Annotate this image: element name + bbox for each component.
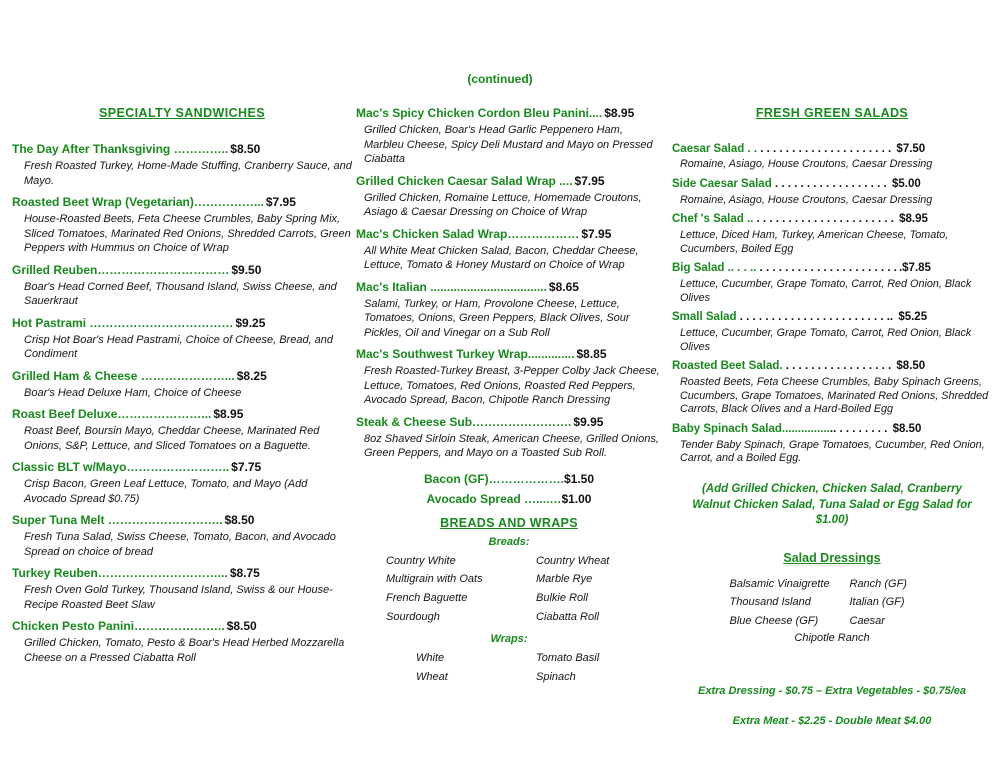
item-description: Roasted Beets, Feta Cheese Crumbles, Baby Spinach Greens, Cucumbers, Grape Tomatoes, Marinated Red Onions, Shredded Carrots, Black Olives and a Hard-Boiled Egg	[680, 375, 989, 416]
item-header	[12, 195, 352, 210]
item-description: Grilled Chicken, Romaine Lettuce, Homemade Croutons, Asiago & Caesar Dressing on Choice of Wrap	[364, 191, 642, 219]
wraps-list	[356, 649, 662, 687]
dot-leader: . . . . . . . . . . . . . . . . . . . . . .	[756, 262, 897, 275]
dressing-option: Thousand Island	[729, 596, 811, 609]
item-header	[672, 212, 992, 226]
item-description: House-Roasted Beets, Feta Cheese Crumbles, Baby Spring Mix, Sliced Tomatoes, Marinated Red Onions, Shredded Carrots, Green Peppers with Hummus on Choice of Wrap	[24, 213, 351, 255]
item-name: Side Caesar Salad	[672, 178, 772, 191]
wraps-column-2	[536, 649, 662, 687]
breads-column-1	[386, 552, 536, 628]
wrap-option: Spinach	[536, 671, 576, 684]
item-price: $7.95	[574, 173, 605, 188]
item-price: $7.75	[231, 460, 262, 475]
fresh-green-salads-column	[672, 106, 992, 728]
dot-leader: .. . . . . . . . .	[829, 423, 888, 436]
item-description: Romaine, Asiago, House Croutons, Caesar Dressing	[680, 158, 933, 171]
item-name: Grilled Reuben……………………………	[12, 262, 230, 277]
item-header	[672, 177, 992, 191]
item-name: Super Tuna Melt ………………………..	[12, 513, 223, 528]
item-name: Roasted Beet Wrap (Vegetarian)……………...	[12, 195, 264, 210]
item-name: Roasted Beet Salad.	[672, 360, 783, 373]
item-description: Tender Baby Spinach, Grape Tomatoes, Cucumber, Red Onion, Carrot, and a Boiled Egg.	[680, 438, 985, 465]
item-header	[356, 174, 662, 189]
wrap-option: Wheat	[416, 671, 448, 684]
item-description: Lettuce, Cucumber, Grape Tomato, Carrot, Red Onion, Black Olives	[680, 277, 972, 304]
item-header	[356, 415, 662, 430]
extras-list	[356, 469, 662, 510]
item-header	[12, 369, 352, 384]
menu-item-big-salad	[672, 261, 992, 305]
wraps-label: Wraps:	[490, 633, 528, 646]
menu-item-day-after-thanksgiving	[12, 142, 352, 188]
dot-leader: . . . . . . . . . . . . . . . . . . . . .	[757, 143, 892, 155]
item-description: Boar's Head Deluxe Ham, Choice of Cheese	[24, 386, 242, 399]
item-description: Lettuce, Cucumber, Grape Tomato, Carrot, Red Onion, Black Olives	[680, 326, 972, 353]
menu-item-caesar-salad	[672, 142, 992, 172]
item-price: $8.95	[604, 106, 635, 120]
item-name: Big Salad .. . . ..	[672, 262, 757, 275]
item-header	[672, 261, 992, 275]
item-description: All White Meat Chicken Salad, Bacon, Cheddar Cheese, Lettuce, Tomato & Honey Mustard on Choice of Wrap	[364, 244, 639, 272]
item-price: $8.75	[229, 566, 260, 581]
extra-item-bacon	[356, 469, 662, 489]
continued-label: (continued)	[467, 72, 533, 86]
breads-column-2	[536, 552, 662, 628]
breads-label: Breads:	[488, 535, 530, 548]
item-name: Roast Beef Deluxe…………………...	[12, 407, 212, 422]
specialty-sandwiches-title: SPECIALTY SANDWICHES	[99, 106, 265, 120]
item-price: $8.65	[548, 279, 579, 294]
dressings-column-2	[850, 575, 935, 631]
item-price: $8.50	[224, 513, 255, 528]
item-price: $8.50	[889, 423, 922, 436]
item-name: Baby Spinach Salad...............	[672, 423, 830, 436]
dot-leader: . . . . . . . . . . . . . . . . . . . . . . . ..	[736, 311, 894, 324]
extra-item-avocado-spread	[356, 489, 662, 509]
item-description: Boar's Head Corned Beef, Thousand Island, Swiss Cheese, and Sauerkraut	[24, 280, 337, 308]
item-header	[672, 142, 992, 156]
item-header	[12, 566, 352, 581]
item-price: $9.50	[231, 262, 262, 277]
item-price: $7.50	[893, 143, 926, 155]
bread-option: Sourdough	[386, 611, 440, 624]
menu-item-steak-cheese-sub	[356, 415, 662, 461]
menu-item-roasted-beet-wrap	[12, 195, 352, 256]
item-description: Crisp Hot Boar's Head Pastrami, Choice of Cheese, Bread, and Condiment	[24, 333, 334, 361]
item-description: Fresh Roasted-Turkey Breast, 3-Pepper Colby Jack Cheese, Lettuce, Tomatoes, Red Onions, Roasted Red Peppers, Avocado Spread, Bacon, Chipotle Ranch Dressing	[364, 365, 660, 407]
bread-option: Marble Rye	[536, 573, 593, 586]
item-price: $7.95	[265, 195, 296, 210]
menu-item-chicken-pesto-panini	[12, 619, 352, 665]
item-description: Grilled Chicken, Tomato, Pesto & Boar's Head Herbed Mozzarella Cheese on a Pressed Ciabatta Roll	[24, 637, 345, 664]
item-description: Salami, Turkey, or Ham, Provolone Cheese, Lettuce, Tomatoes, Onions, Green Peppers, Black Olives, Sour Pickles, Oil and Vinegar on a Sub Roll	[364, 297, 630, 339]
salad-dressings-title: Salad Dressings	[783, 550, 881, 565]
dressing-option-chipotle-ranch: Chipotle Ranch	[794, 631, 870, 644]
dot-leader: . . . . . . . . . . . . . . . . . .	[771, 178, 887, 191]
item-description: Fresh Roasted Turkey, Home-Made Stuffing, Cranberry Sauce, and Mayo.	[24, 160, 352, 187]
item-description: Crisp Bacon, Green Leaf Lettuce, Tomato, and Mayo (Add Avocado Spread $0.75)	[24, 478, 308, 505]
dot-leader: . . . . . . . . . . . . . . . . .	[782, 360, 892, 373]
item-name: Classic BLT w/Mayo……………………..	[12, 460, 230, 475]
item-header	[12, 460, 352, 475]
item-price: $8.50	[893, 360, 926, 373]
dressing-option: Ranch (GF)	[849, 577, 907, 590]
item-name: Chicken Pesto Panini…………………..	[12, 619, 225, 634]
item-header	[12, 619, 352, 634]
fresh-green-salads-title: FRESH GREEN SALADS	[755, 106, 909, 120]
item-header	[672, 310, 992, 324]
item-header	[356, 280, 662, 295]
dressing-option: Blue Cheese (GF)	[729, 615, 819, 628]
item-name: Mac's Southwest Turkey Wrap..............	[356, 347, 575, 362]
middle-column	[356, 106, 662, 687]
item-price: $8.25	[236, 368, 267, 383]
item-price: $8.50	[230, 142, 261, 156]
dot-leader: . . . . . . . . . . . . . . . . . . . . . .	[753, 213, 894, 226]
extra-price: $1.00	[561, 492, 592, 507]
item-price: $8.95	[895, 213, 928, 226]
bread-option: Multigrain with Oats	[386, 573, 483, 586]
item-price: $9.25	[235, 315, 266, 330]
bread-option: Ciabatta Roll	[536, 611, 599, 624]
item-name: Steak & Cheese Sub…………………….	[356, 414, 572, 429]
item-name: Hot Pastrami ………………………………	[12, 315, 234, 330]
item-header	[12, 316, 352, 331]
breads-and-wraps-title: BREADS AND WRAPS	[440, 515, 578, 530]
menu-item-grilled-reuben	[12, 263, 352, 309]
breads-list	[356, 552, 662, 628]
bread-option: Country White	[386, 554, 456, 567]
item-name: Caesar Salad . .	[672, 143, 758, 155]
menu-item-small-salad	[672, 310, 992, 354]
dressings-list	[730, 575, 935, 631]
item-description: Fresh Tuna Salad, Swiss Cheese, Tomato, Bacon, and Avocado Spread on choice of bread	[24, 531, 336, 558]
bread-option: Bulkie Roll	[536, 592, 588, 605]
item-name: Mac's Spicy Chicken Cordon Bleu Panini....	[356, 106, 603, 120]
menu-item-baby-spinach-salad	[672, 422, 992, 466]
wraps-column-1	[416, 649, 536, 687]
menu-item-macs-italian	[356, 280, 662, 341]
menu-item-chefs-salad	[672, 212, 992, 256]
item-description: Lettuce, Diced Ham, Turkey, American Cheese, Tomato, Cucumbers, Boiled Egg	[680, 228, 949, 255]
item-description: Romaine, Asiago, House Croutons, Caesar Dressing	[680, 193, 933, 206]
item-name: Grilled Chicken Caesar Salad Wrap ....	[356, 173, 573, 188]
item-price: $5.00	[888, 178, 921, 191]
extra-label: Bacon (GF)……………….	[423, 471, 564, 486]
dressings-column-1	[730, 575, 850, 631]
item-name: Turkey Reuben…………………………...	[12, 566, 228, 581]
item-description: Grilled Chicken, Boar's Head Garlic Peppenero Ham, Marbleu Cheese, Spicy Deli Mustard and Mayo on Pressed Ciabatta	[364, 124, 653, 166]
extra-dressing-note: Extra Dressing - $0.75 – Extra Vegetables - $0.75/ea	[697, 684, 967, 697]
wrap-option: White	[416, 652, 445, 665]
item-price: $8.50	[226, 619, 257, 634]
item-name: Mac's Chicken Salad Wrap………………	[356, 226, 580, 241]
item-price: $7.95	[581, 226, 612, 241]
menu-item-roast-beef-deluxe	[12, 407, 352, 453]
item-description: Fresh Oven Gold Turkey, Thousand Island, Swiss & our House-Recipe Roasted Beet Slaw	[24, 584, 333, 611]
item-header	[672, 422, 992, 436]
item-header	[356, 227, 662, 242]
item-header	[12, 513, 352, 528]
item-name: Mac's Italian ...................................	[356, 279, 547, 294]
item-name: Small Salad	[672, 311, 737, 324]
bread-option: French Baguette	[386, 592, 468, 605]
item-price: .$7.85	[898, 262, 931, 275]
item-price: $9.95	[573, 414, 604, 429]
dressing-option: Balsamic Vinaigrette	[729, 577, 830, 590]
item-header	[672, 359, 992, 373]
menu-item-turkey-reuben	[12, 566, 352, 612]
extra-meat-note: Extra Meat - $2.25 - Double Meat $4.00	[732, 715, 932, 728]
item-price: $5.25	[895, 311, 928, 324]
menu-item-macs-chicken-salad-wrap	[356, 227, 662, 273]
bread-option: Country Wheat	[536, 554, 610, 567]
item-header	[356, 347, 662, 362]
dressing-option: Caesar	[849, 615, 885, 628]
menu-item-spicy-chicken-cordon-bleu	[356, 106, 662, 167]
menu-item-classic-blt	[12, 460, 352, 506]
menu-item-side-caesar-salad	[672, 177, 992, 207]
item-header	[356, 106, 662, 121]
menu-item-macs-southwest-turkey-wrap	[356, 347, 662, 408]
add-protein-note: (Add Grilled Chicken, Chicken Salad, Cranberry Walnut Chicken Salad, Tuna Salad or Egg Salad for $1.00)	[692, 483, 972, 527]
item-header	[12, 142, 352, 157]
menu-item-grilled-chicken-caesar-wrap	[356, 174, 662, 220]
item-price: $8.85	[576, 347, 607, 362]
menu-item-roasted-beet-salad	[672, 359, 992, 417]
extra-label: Avocado Spread …....…	[426, 492, 562, 507]
item-name: Grilled Ham & Cheese …………………...	[12, 368, 235, 383]
item-header	[12, 263, 352, 278]
specialty-sandwiches-column	[12, 106, 352, 672]
extra-price: $1.50	[563, 471, 595, 486]
item-price: $8.95	[213, 407, 244, 422]
item-header	[12, 407, 352, 422]
dressing-option: Italian (GF)	[849, 596, 905, 609]
menu-item-hot-pastrami	[12, 316, 352, 362]
item-name: The Day After Thanksgiving …………..	[12, 142, 229, 156]
item-description: 8oz Shaved Sirloin Steak, American Cheese, Grilled Onions, Green Peppers, and Mayo on a Toasted Sub Roll.	[364, 432, 659, 460]
item-name: Chef 's Salad ..	[672, 213, 754, 226]
menu-item-super-tuna-melt	[12, 513, 352, 559]
item-description: Roast Beef, Boursin Mayo, Cheddar Cheese, Marinated Red Onions, S&P, Lettuce, and Sliced Tomatoes on a Baguette.	[24, 425, 320, 452]
wrap-option: Tomato Basil	[536, 652, 600, 665]
menu-item-grilled-ham-cheese	[12, 369, 352, 401]
